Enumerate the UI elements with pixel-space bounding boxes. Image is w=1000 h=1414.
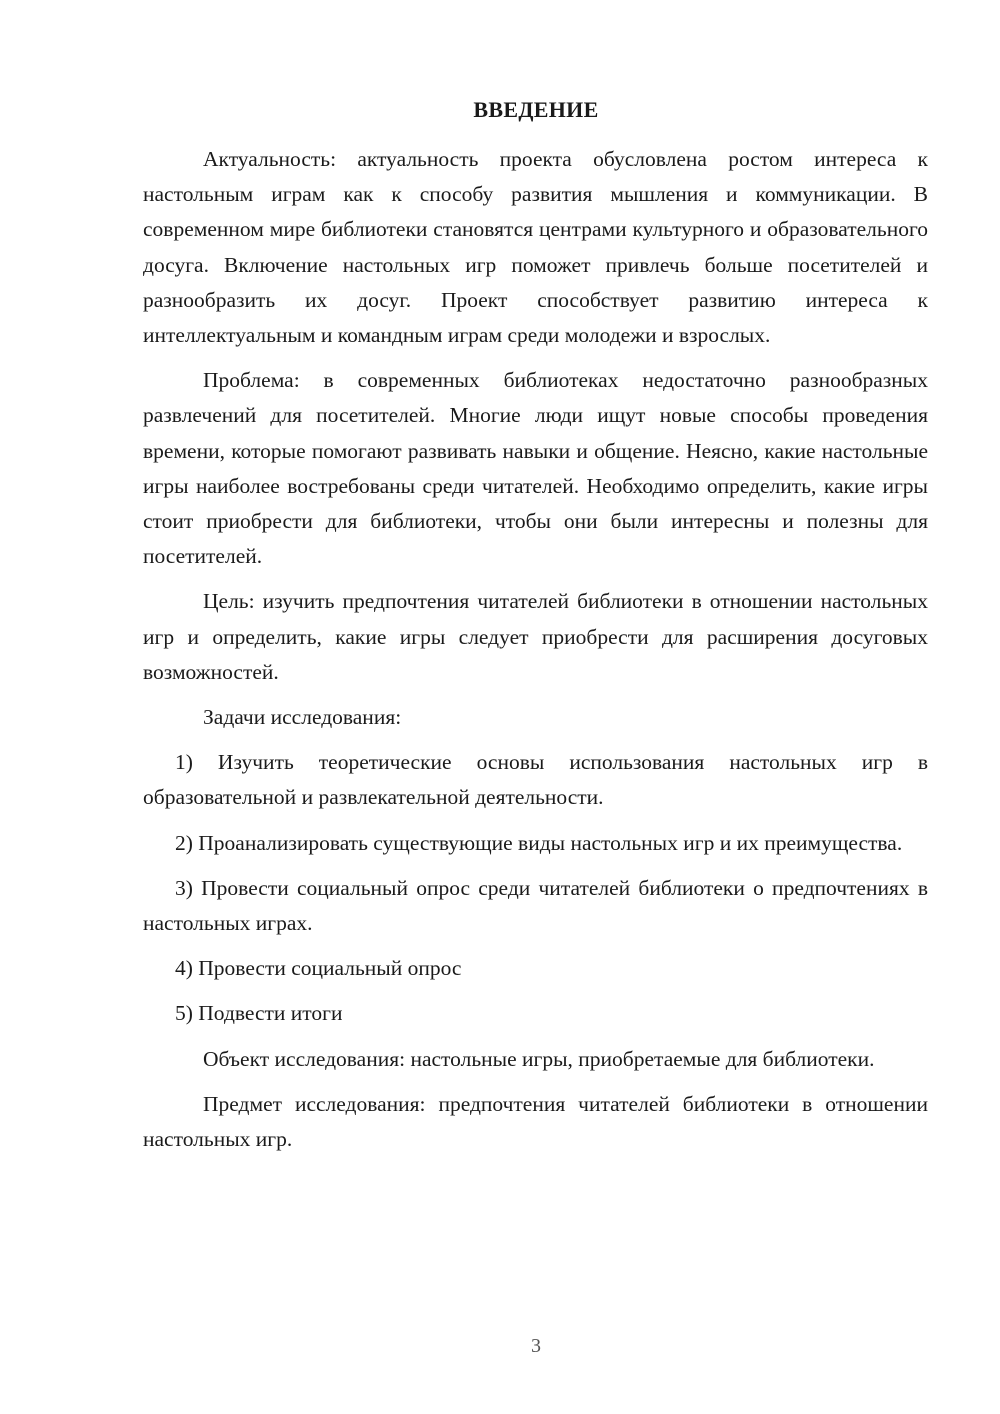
paragraph-relevance: Актуальность: актуальность проекта обусловлена ростом интереса к настольным играм как к способу развития мышления и коммуникации. В современном мире библиотеки становятся центрами культурного и образовательного досуга. Включение настольных игр поможет привлечь больше посетителей и разнообразить их досуг. Проект способствует развитию интереса к интеллектуальным и командным играм среди молодежи и взрослых. [143,147,928,348]
task-item-2: 2) Проанализировать существующие виды настольных игр и их преимущества. [175,830,903,855]
task-item-1: 1) Изучить теоретические основы использования настольных игр в образовательной и развлекательной деятельности. [143,750,928,810]
task-item-5: 5) Подвести итоги [175,1001,343,1026]
page-title: ВВЕДЕНИЕ [473,97,599,122]
paragraph-object: Объект исследования: настольные игры, приобретаемые для библиотеки. [203,1046,875,1071]
page-number: 3 [531,1335,541,1357]
paragraph-problem: Проблема: в современных библиотеках недостаточно разнообразных развлечений для посетителей. Многие люди ищут новые способы проведения времени, которые помогают развивать навыки и общение. Неясно, какие настольные игры наиболее востребованы среди читателей. Необходимо определить, какие игры стоит приобрести для библиотеки, чтобы они были интересны и полезны для посетителей. [143,368,928,569]
task-item-3: 3) Провести социальный опрос среди читателей библиотеки о предпочтениях в настольных играх. [143,875,928,936]
paragraph-goal: Цель: изучить предпочтения читателей библиотеки в отношении настольных игр и определить, какие игры следует приобрести для расширения досуговых возможностей. [143,589,928,684]
tasks-heading: Задачи исследования: [203,705,402,730]
paragraph-subject: Предмет исследования: предпочтения читателей библиотеки в отношении настольных игр. [143,1091,928,1152]
task-item-4: 4) Провести социальный опрос [175,956,462,981]
document-body [143,142,928,1167]
